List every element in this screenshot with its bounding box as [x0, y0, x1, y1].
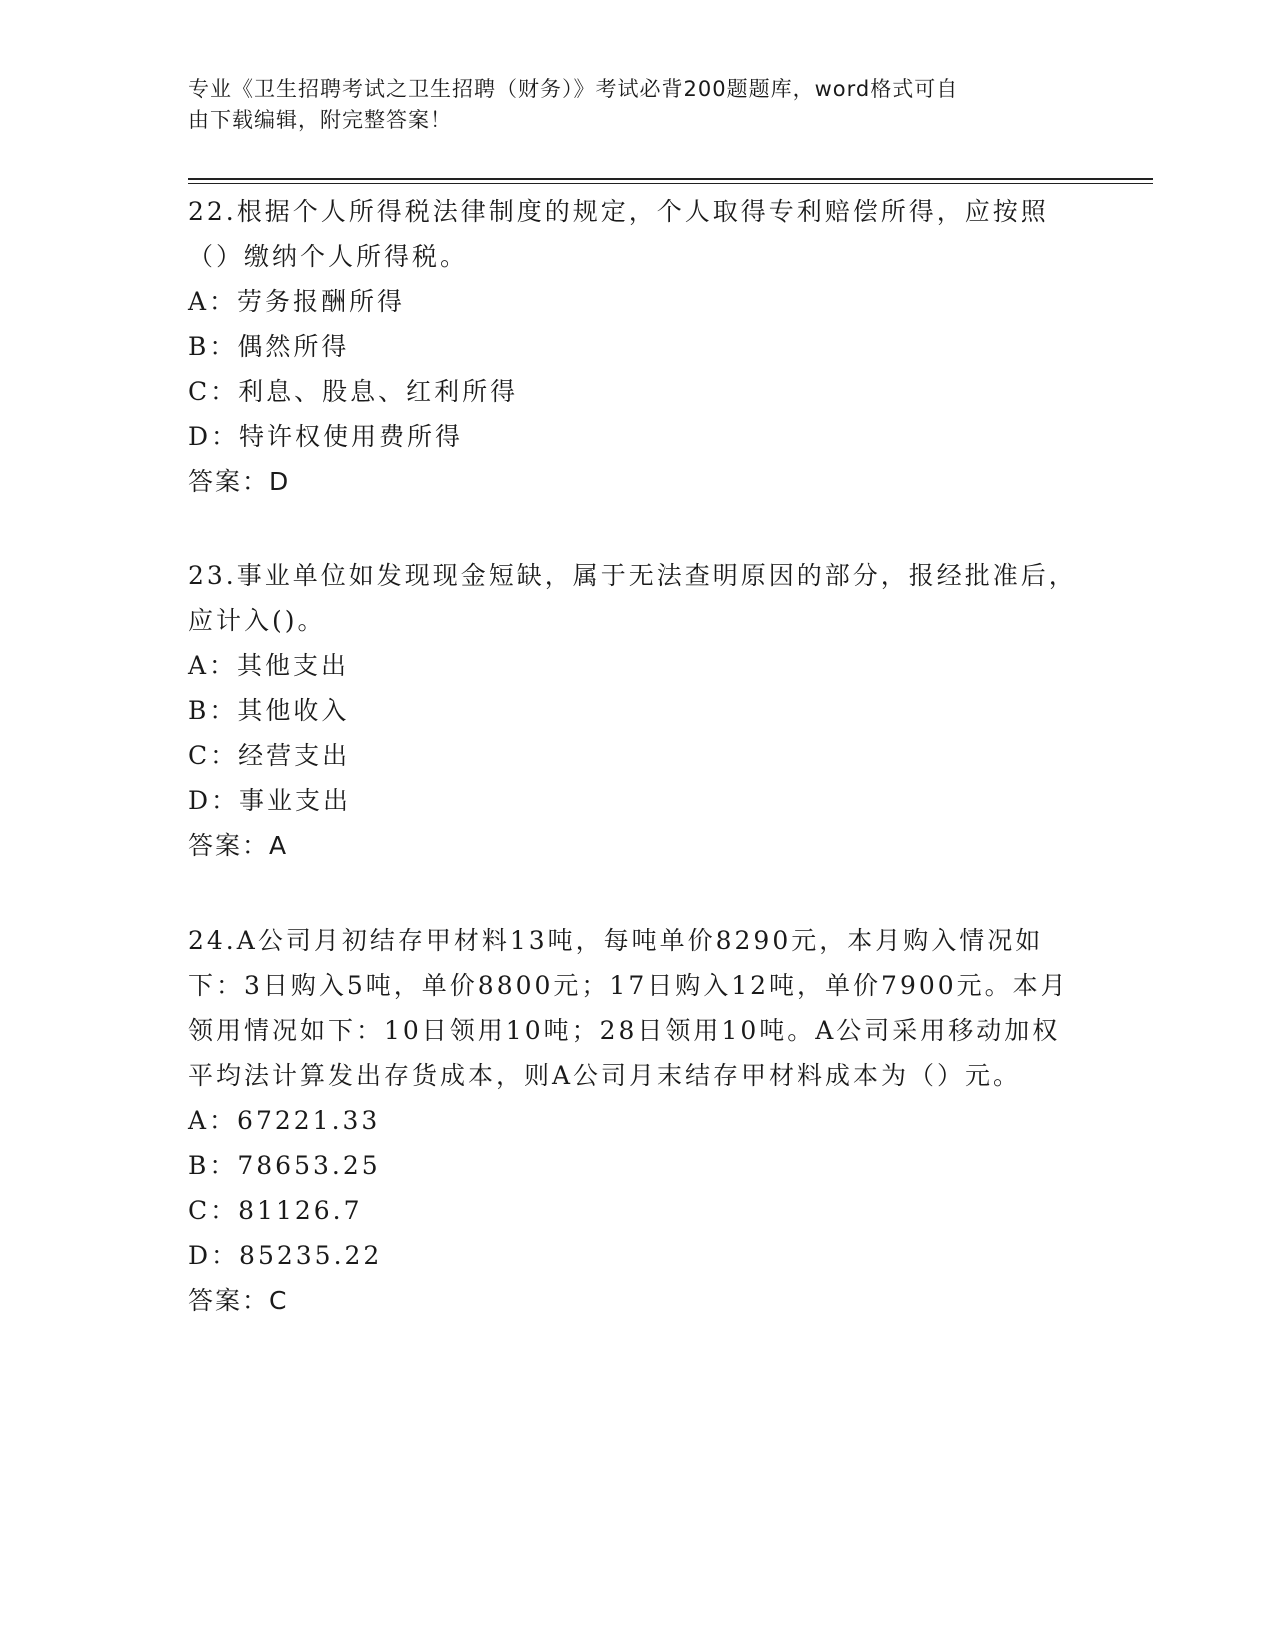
header-line-2: 由下载编辑，附完整答案！ — [188, 108, 452, 132]
document-header — [188, 74, 1088, 136]
answer-label: 答案：D — [188, 467, 291, 496]
question-text: 22.根据个人所得税法律制度的规定，个人取得专利赔偿所得，应按照（）缴纳个人所得税。 — [188, 197, 1049, 271]
option-a: A：其他支出 — [188, 651, 350, 680]
header-divider-thick — [188, 178, 1153, 180]
option-b: B：其他收入 — [188, 696, 350, 725]
header-divider-thin — [188, 183, 1153, 184]
answer-label: 答案：A — [188, 831, 289, 860]
option-d: D：特许权使用费所得 — [188, 422, 464, 451]
option-b: B：78653.25 — [188, 1151, 381, 1180]
answer-label: 答案：C — [188, 1286, 289, 1315]
question-24 — [188, 918, 1078, 1323]
question-23 — [188, 553, 1078, 868]
option-b: B：偶然所得 — [188, 332, 350, 361]
question-22 — [188, 189, 1078, 504]
option-c: C：81126.7 — [188, 1196, 363, 1225]
option-a: A：67221.33 — [188, 1106, 381, 1135]
header-line-1: 专业《卫生招聘考试之卫生招聘（财务）》考试必背200题题库，word格式可自 — [188, 77, 959, 101]
question-text: 24.A公司月初结存甲材料13吨，每吨单价8290元，本月购入情况如下：3日购入5吨，单价8800元；17日购入12吨，单价7900元。本月领用情况如下：10日领用10吨；28日领用10吨。A公司采用移动加权平均法计算发出存货成本，则A公司月末结存甲材料成本为（）元。 — [188, 926, 1069, 1090]
option-a: A：劳务报酬所得 — [188, 287, 406, 316]
option-d: D：85235.22 — [188, 1241, 383, 1270]
option-c: C：利息、股息、红利所得 — [188, 377, 519, 406]
option-c: C：经营支出 — [188, 741, 351, 770]
option-d: D：事业支出 — [188, 786, 352, 815]
question-text: 23.事业单位如发现现金短缺，属于无法查明原因的部分，报经批准后，应计入()。 — [188, 561, 1077, 635]
